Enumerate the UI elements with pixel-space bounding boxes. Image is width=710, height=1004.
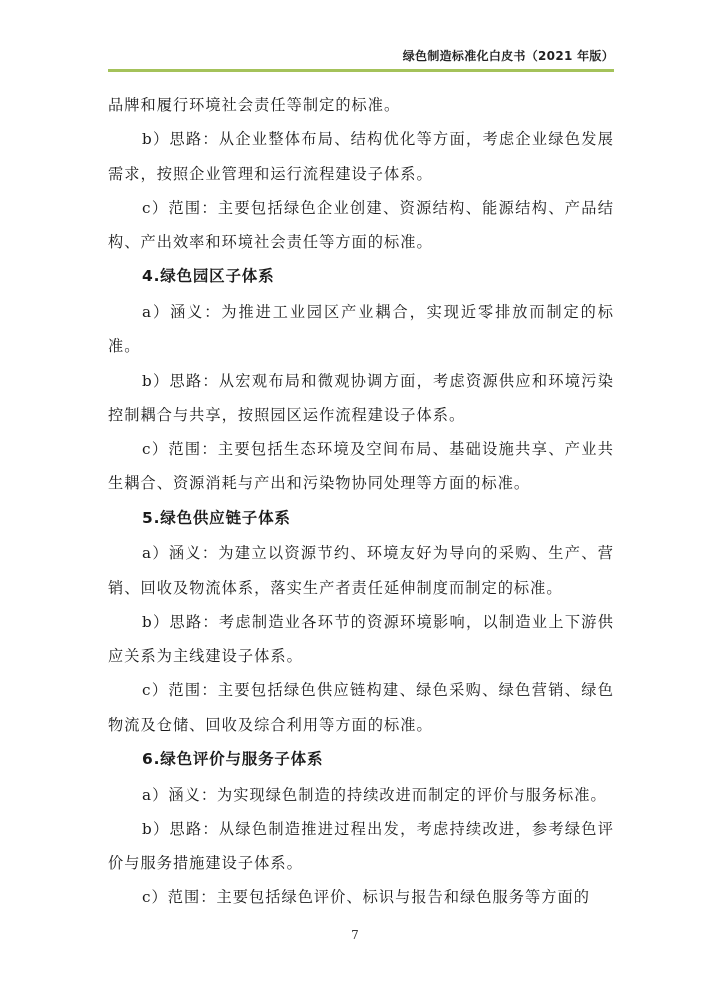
paragraph-a-park: a）涵义：为推进工业园区产业耦合，实现近零排放而制定的标准。	[108, 302, 614, 356]
paragraph-a-supply-chain: a）涵义：为建立以资源节约、环境友好为导向的采购、生产、营销、回收及物流体系，落实生产者责任延伸制度而制定的标准。	[108, 544, 614, 597]
paragraph-b-supply-chain: b）思路：考虑制造业各环节的资源环境影响，以制造业上下游供应关系为主线建设子体系。	[108, 612, 614, 666]
section-heading-green-park: 4.绿色园区子体系	[142, 267, 275, 286]
continuation-paragraph: 品牌和履行环境社会责任等制定的标准。	[108, 96, 401, 114]
page-number: 7	[351, 928, 359, 942]
paragraph-c-park: c）范围：主要包括生态环境及空间布局、基础设施共享、产业共生耦合、资源消耗与产出和污染物协同处理等方面的标准。	[108, 440, 614, 493]
paragraph-a-evaluation: a）涵义：为实现绿色制造的持续改进而制定的评价与服务标准。	[142, 785, 607, 804]
paragraph-b-evaluation: b）思路：从绿色制造推进过程出发，考虑持续改进，参考绿色评价与服务措施建设子体系。	[108, 819, 614, 873]
section-heading-green-supply-chain: 5.绿色供应链子体系	[142, 508, 291, 527]
paragraph-c-enterprise: c）范围：主要包括绿色企业创建、资源结构、能源结构、产品结构、产出效率和环境社会责任等方面的标准。	[108, 198, 614, 252]
paragraph-c-evaluation: c）范围：主要包括绿色评价、标识与报告和绿色服务等方面的	[142, 888, 590, 907]
paragraph-b-enterprise: b）思路：从企业整体布局、结构优化等方面，考虑企业绿色发展需求，按照企业管理和运行流程建设子体系。	[108, 130, 614, 183]
section-heading-evaluation-service: 6.绿色评价与服务子体系	[142, 750, 324, 769]
paragraph-b-park: b）思路：从宏观布局和微观协调方面，考虑资源供应和环境污染控制耦合与共享，按照园区运作流程建设子体系。	[108, 371, 614, 424]
body-text	[108, 88, 614, 915]
paragraph-c-supply-chain: c）范围：主要包括绿色供应链构建、绿色采购、绿色营销、绿色物流及仓储、回收及综合利用等方面的标准。	[108, 681, 614, 734]
header-rule	[108, 69, 614, 72]
running-header: 绿色制造标准化白皮书（2021 年版）	[402, 49, 614, 63]
